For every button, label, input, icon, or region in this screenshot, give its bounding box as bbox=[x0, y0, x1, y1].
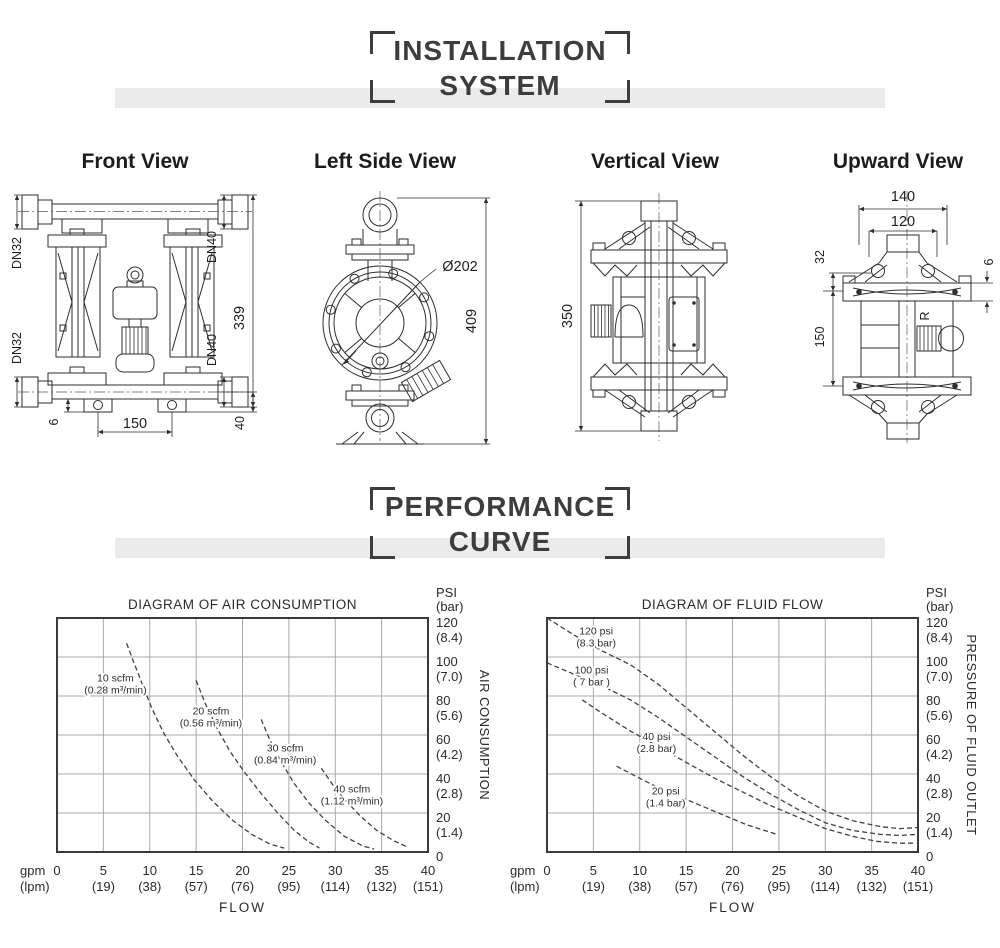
curve-label: (0.84 m³/min) bbox=[253, 754, 317, 767]
y-axis-unit: PSI bbox=[926, 585, 947, 600]
x-tick-label: 20 bbox=[725, 863, 740, 878]
x-tick-sublabel: (132) bbox=[856, 879, 887, 894]
y-tick-label: 60 bbox=[436, 732, 451, 747]
x-tick-label: 10 bbox=[632, 863, 647, 878]
x-axis-unit-secondary: (lpm) bbox=[510, 879, 540, 894]
x-tick-label: 30 bbox=[818, 863, 833, 878]
curve-40-psi bbox=[582, 700, 916, 843]
curve-label: (1.12 m³/min) bbox=[320, 795, 384, 808]
front-dimensions bbox=[10, 195, 257, 437]
y-axis-unit: PSI bbox=[436, 585, 457, 600]
x-tick-label: 0 bbox=[543, 863, 551, 878]
vertical-bolt-dots bbox=[672, 301, 696, 347]
fluid-flow-chart bbox=[500, 575, 1000, 948]
upward-view-label: Upward View bbox=[832, 150, 964, 173]
y-tick-label: 0 bbox=[926, 849, 934, 864]
dim-40: 40 bbox=[233, 416, 247, 430]
curve-label: (2.8 bar) bbox=[636, 742, 677, 755]
performance-title-line2: CURVE bbox=[448, 526, 552, 557]
x-tick-label: 35 bbox=[374, 863, 389, 878]
y-tick-sublabel: (4.2) bbox=[926, 747, 953, 762]
x-axis-unit-secondary: (lpm) bbox=[20, 879, 50, 894]
x-tick-label: 15 bbox=[188, 863, 204, 878]
x-axis-title: FLOW bbox=[709, 900, 756, 915]
y-tick-label: 60 bbox=[926, 732, 941, 747]
x-tick-sublabel: (57) bbox=[674, 879, 698, 894]
performance-title-line1: PERFORMANCE bbox=[384, 491, 616, 522]
front-view-drawing bbox=[10, 185, 260, 447]
vertical-view-label: Vertical View bbox=[590, 150, 720, 173]
x-tick-sublabel: (114) bbox=[810, 879, 840, 894]
x-tick-label: 0 bbox=[53, 863, 61, 878]
x-tick-label: 10 bbox=[142, 863, 157, 878]
curve-label: (0.56 m³/min) bbox=[179, 717, 243, 730]
x-tick-sublabel: (151) bbox=[902, 879, 934, 894]
dim-dn40-top: DN40 bbox=[205, 231, 219, 263]
front-muffler-hatch bbox=[126, 327, 146, 354]
left-side-view-drawing bbox=[300, 185, 510, 447]
y-tick-sublabel: (7.0) bbox=[926, 669, 953, 684]
y-tick-sublabel: (2.8) bbox=[436, 786, 463, 801]
x-tick-sublabel: (19) bbox=[581, 879, 605, 894]
x-tick-label: 40 bbox=[910, 863, 926, 878]
x-tick-sublabel: (19) bbox=[91, 879, 115, 894]
y-tick-label: 120 bbox=[926, 615, 948, 630]
dim-6-upward: 6 bbox=[982, 258, 996, 266]
upward-dimensions bbox=[813, 189, 996, 386]
x-axis-unit-primary: gpm bbox=[20, 863, 46, 878]
x-tick-label: 25 bbox=[281, 863, 297, 878]
y-tick-label: 100 bbox=[436, 654, 458, 669]
y-tick-label: 80 bbox=[436, 693, 451, 708]
performance-title bbox=[370, 487, 630, 559]
curve-20-psi bbox=[617, 766, 777, 834]
x-tick-sublabel: (38) bbox=[628, 879, 652, 894]
y-tick-sublabel: (5.6) bbox=[926, 708, 953, 723]
x-tick-sublabel: (114) bbox=[320, 879, 350, 894]
curve-label: 100 psi bbox=[574, 664, 609, 677]
x-tick-label: 25 bbox=[771, 863, 787, 878]
chart-title: DIAGRAM OF AIR CONSUMPTION bbox=[127, 597, 358, 612]
x-tick-label: 5 bbox=[99, 863, 107, 878]
x-tick-label: 35 bbox=[864, 863, 879, 878]
front-view-label: Front View bbox=[81, 150, 189, 173]
dim-32: 32 bbox=[813, 250, 827, 264]
installation-title-line1: INSTALLATION bbox=[393, 35, 607, 66]
dim-diameter-202: Ø202 bbox=[442, 259, 478, 275]
x-tick-label: 5 bbox=[589, 863, 597, 878]
dim-120: 120 bbox=[890, 214, 916, 230]
curve-label: 40 scfm bbox=[333, 783, 371, 796]
x-tick-label: 20 bbox=[235, 863, 250, 878]
curve-label: (0.28 m³/min) bbox=[84, 684, 147, 697]
y-axis-unit: (bar) bbox=[436, 599, 464, 614]
y-tick-sublabel: (8.4) bbox=[436, 630, 463, 645]
y-tick-label: 40 bbox=[436, 771, 451, 786]
curve-label: 20 psi bbox=[651, 785, 680, 798]
curve-label: (8.3 bar) bbox=[576, 637, 617, 650]
front-pump-outline bbox=[22, 195, 248, 412]
dim-339: 339 bbox=[232, 305, 248, 331]
curve-label: ( 7 bar ) bbox=[573, 676, 610, 689]
dim-409: 409 bbox=[464, 308, 480, 334]
x-tick-label: 40 bbox=[420, 863, 436, 878]
air-consumption-chart bbox=[0, 575, 500, 948]
side-dimensions bbox=[344, 198, 490, 444]
curve-label: 120 psi bbox=[579, 625, 614, 638]
vertical-view-drawing bbox=[560, 185, 765, 447]
y-tick-sublabel: (5.6) bbox=[436, 708, 463, 723]
installation-title bbox=[370, 31, 630, 103]
curve-label: 30 scfm bbox=[266, 742, 304, 755]
left-side-view-label: Left Side View bbox=[314, 150, 456, 173]
y-axis-title: PRESSURE OF FLUID OUTLET bbox=[964, 634, 979, 836]
dim-6: 6 bbox=[47, 418, 61, 426]
y-tick-sublabel: (1.4) bbox=[926, 825, 953, 840]
y-axis-title: AIR CONSUMPTION bbox=[477, 669, 492, 801]
x-tick-label: 15 bbox=[678, 863, 694, 878]
x-tick-sublabel: (95) bbox=[767, 879, 791, 894]
curve-label: 40 psi bbox=[642, 730, 671, 743]
y-tick-label: 20 bbox=[926, 810, 941, 825]
x-axis-unit-primary: gpm bbox=[510, 863, 536, 878]
x-tick-sublabel: (76) bbox=[230, 879, 255, 894]
x-tick-label: 30 bbox=[328, 863, 343, 878]
dim-dn32-bottom: DN32 bbox=[10, 332, 24, 364]
y-tick-sublabel: (4.2) bbox=[436, 747, 463, 762]
y-axis-unit: (bar) bbox=[926, 599, 954, 614]
y-tick-label: 100 bbox=[926, 654, 948, 669]
dim-dn32-top: DN32 bbox=[10, 237, 24, 269]
chart-title: DIAGRAM OF FLUID FLOW bbox=[641, 597, 824, 612]
y-tick-label: 120 bbox=[436, 615, 458, 630]
x-tick-sublabel: (76) bbox=[720, 879, 745, 894]
curve-label: 10 scfm bbox=[97, 672, 134, 685]
y-tick-sublabel: (2.8) bbox=[926, 786, 953, 801]
y-tick-sublabel: (8.4) bbox=[926, 630, 953, 645]
dim-150-upward: 150 bbox=[813, 326, 827, 348]
curve-label: (1.4 bar) bbox=[645, 797, 686, 810]
y-tick-sublabel: (7.0) bbox=[436, 669, 463, 684]
y-tick-label: 80 bbox=[926, 693, 941, 708]
y-tick-sublabel: (1.4) bbox=[436, 825, 463, 840]
dim-140: 140 bbox=[890, 189, 916, 205]
side-muffler bbox=[401, 360, 450, 401]
upward-view-drawing bbox=[815, 185, 1000, 447]
dim-150: 150 bbox=[122, 416, 148, 432]
dim-350: 350 bbox=[560, 303, 576, 329]
x-tick-sublabel: (38) bbox=[138, 879, 162, 894]
vertical-muffler-hatch bbox=[595, 305, 609, 337]
dim-dn40-bottom: DN40 bbox=[205, 334, 219, 366]
y-tick-label: 40 bbox=[926, 771, 941, 786]
x-tick-sublabel: (57) bbox=[184, 879, 208, 894]
y-tick-label: 0 bbox=[436, 849, 444, 864]
x-tick-sublabel: (95) bbox=[277, 879, 301, 894]
y-tick-label: 20 bbox=[436, 810, 451, 825]
x-tick-sublabel: (132) bbox=[366, 879, 397, 894]
dim-r: R bbox=[918, 311, 932, 321]
curve-label: 20 scfm bbox=[192, 705, 230, 718]
installation-title-line2: SYSTEM bbox=[439, 70, 561, 101]
x-axis-title: FLOW bbox=[219, 900, 266, 915]
curve-40-scfm bbox=[321, 768, 407, 847]
upward-muffler-hatch bbox=[920, 326, 936, 351]
x-tick-sublabel: (151) bbox=[412, 879, 444, 894]
